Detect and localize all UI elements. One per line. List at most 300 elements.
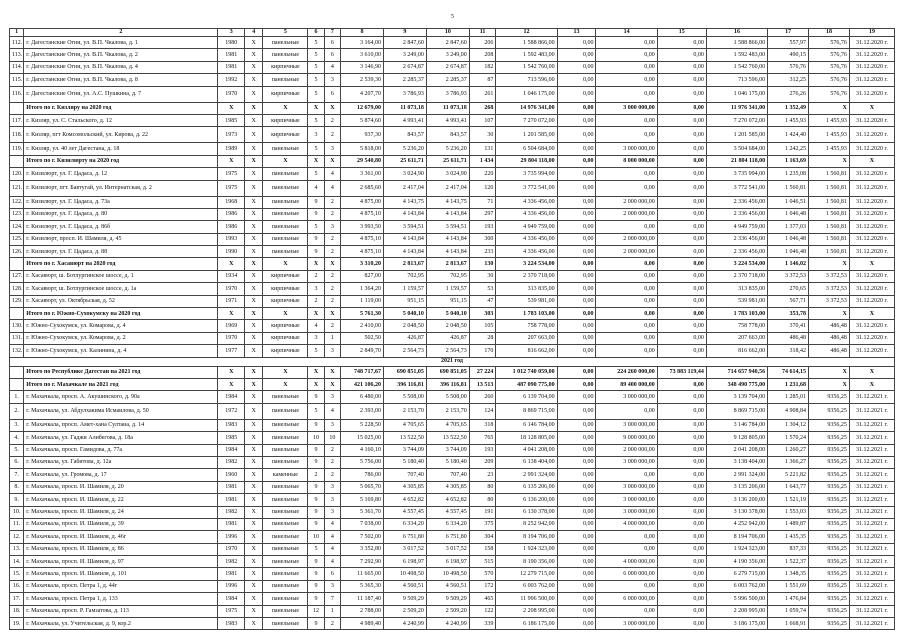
table-cell: 1 643,77 xyxy=(768,481,809,493)
table-cell: X xyxy=(245,593,263,605)
table-cell: 0,00 xyxy=(657,168,706,180)
table-cell: 5 xyxy=(308,221,324,233)
table-cell: 2 849,70 xyxy=(341,345,384,357)
table-cell: 6 135 206,00 xyxy=(496,481,557,493)
table-cell: 2 153,70 xyxy=(383,403,426,419)
table-cell: 2 410,00 xyxy=(341,320,384,332)
table-cell: 0,00 xyxy=(557,258,596,270)
table-cell: 3 594,51 xyxy=(383,221,426,233)
table-cell: 5 818,00 xyxy=(341,143,384,155)
table-cell: 80 xyxy=(469,494,496,506)
table-cell: 1984 xyxy=(218,593,245,605)
table-cell: кирпичные xyxy=(263,345,308,357)
table-cell: 0,00 xyxy=(657,196,706,208)
table-cell: 576,76 xyxy=(768,61,809,73)
table-cell: 207 663,00 xyxy=(496,332,557,344)
header-cell: 13 xyxy=(557,29,596,37)
table-cell: 2 xyxy=(308,270,324,282)
table-cell: 12 279 715,00 xyxy=(496,568,557,580)
table-cell: каменные xyxy=(263,469,308,481)
table-cell: 313 835,00 xyxy=(706,283,767,295)
header-cell: 19 xyxy=(849,29,894,37)
table-cell: 31.12.2020 г. xyxy=(849,37,894,49)
table-cell: X xyxy=(245,506,263,518)
table-cell: X xyxy=(245,568,263,580)
table-cell: 0,00 xyxy=(657,518,706,530)
table-cell: 4 xyxy=(324,518,340,530)
address-cell: г. Махачкала, просп. А. Акушинского, д. 90а xyxy=(24,391,218,403)
table-cell: 557,97 xyxy=(768,37,809,49)
table-cell: кирпичные xyxy=(263,86,308,102)
table-cell: 4 705,65 xyxy=(426,419,469,431)
table-cell: 31.12.2020 г. xyxy=(849,61,894,73)
table-row xyxy=(10,283,895,295)
table-cell: 30 xyxy=(469,127,496,143)
table-cell: панельные xyxy=(263,391,308,403)
table-cell: 4 240,99 xyxy=(383,618,426,630)
table-cell: 4 xyxy=(324,556,340,568)
table-cell: 9 xyxy=(308,208,324,220)
table-cell: X xyxy=(809,102,850,114)
table-cell: 1982 xyxy=(218,456,245,468)
table-cell: 0,00 xyxy=(657,378,706,390)
table-cell: 5 xyxy=(308,114,324,126)
table-cell: 3 xyxy=(308,127,324,143)
table-cell: панельные xyxy=(263,419,308,431)
table-cell: 4 143,84 xyxy=(426,233,469,245)
table-cell: 5 761,30 xyxy=(341,308,384,320)
table-cell: 0,00 xyxy=(596,168,657,180)
table-cell: 1 159,57 xyxy=(383,283,426,295)
table-cell: X xyxy=(218,102,245,114)
table-cell: X xyxy=(263,258,308,270)
table-cell: панельные xyxy=(263,618,308,630)
table-cell: 31.12.2020 г. xyxy=(849,233,894,245)
address-cell: г. Махачкала, просп. И. Шамиля, д. 22 xyxy=(24,494,218,506)
table-cell: 0,00 xyxy=(557,506,596,518)
table-cell: панельные xyxy=(263,246,308,258)
table-cell: X xyxy=(263,366,308,378)
table-cell: панельные xyxy=(263,593,308,605)
table-cell: 0,00 xyxy=(596,295,657,307)
table-cell: 3 xyxy=(308,332,324,344)
table-row xyxy=(10,469,895,481)
table-cell: X xyxy=(245,580,263,592)
table-cell: 207 663,00 xyxy=(706,332,767,344)
table-cell: 0,00 xyxy=(657,556,706,568)
table-cell: 2 370 718,00 xyxy=(706,270,767,282)
table-cell: 3 xyxy=(324,481,340,493)
table-cell: 1 592 483,00 xyxy=(496,49,557,61)
table-cell: 0,00 xyxy=(557,518,596,530)
table-cell: 3 772 541,00 xyxy=(706,180,767,196)
table-cell: 2 xyxy=(324,444,340,456)
table-cell: 0,00 xyxy=(657,543,706,555)
table-cell: 0,00 xyxy=(557,283,596,295)
table-cell: 1 455,93 xyxy=(768,114,809,126)
table-cell: панельные xyxy=(263,494,308,506)
table-cell: 12 679,00 xyxy=(341,102,384,114)
table-cell: 9356,25 xyxy=(809,469,850,481)
subtotal-row xyxy=(10,102,895,114)
table-cell: 4 143,84 xyxy=(426,246,469,258)
table-cell: 31.12.2021 г. xyxy=(849,531,894,543)
table-cell: 1 377,03 xyxy=(768,221,809,233)
table-cell: X xyxy=(245,419,263,431)
table-cell: 31.12.2021 г. xyxy=(849,543,894,555)
table-cell: 9356,25 xyxy=(809,456,850,468)
table-cell: 29 804 118,00 xyxy=(496,155,557,167)
table-cell: 0,00 xyxy=(557,127,596,143)
table-cell: 1 163,69 xyxy=(768,155,809,167)
table-cell: 1981 xyxy=(218,568,245,580)
table-cell: 10 xyxy=(308,531,324,543)
address-cell: г. Южно-Сухокумск, ул. Калинина, д. 4 xyxy=(24,345,218,357)
table-cell: 339 xyxy=(469,618,496,630)
table-cell: X xyxy=(245,432,263,444)
table-cell: 12 xyxy=(308,605,324,617)
table-cell: 0,00 xyxy=(557,456,596,468)
table-row xyxy=(10,618,895,630)
table-cell: 5 xyxy=(308,74,324,86)
table-cell: 1 560,81 xyxy=(809,208,850,220)
table-cell: 6 198,97 xyxy=(383,556,426,568)
address-cell: Итого по г. Хасавюрт на 2020 год xyxy=(24,258,218,270)
table-cell: X xyxy=(324,378,340,390)
table-cell: 6 146 784,00 xyxy=(496,419,557,431)
table-cell: 707,40 xyxy=(383,469,426,481)
table-cell: X xyxy=(308,155,324,167)
table-cell: 5 xyxy=(308,403,324,419)
table-cell: X xyxy=(245,320,263,332)
table-cell: 123. xyxy=(10,208,24,220)
table-cell: 843,57 xyxy=(383,127,426,143)
table-cell: панельные xyxy=(263,518,308,530)
table-cell: панельные xyxy=(263,403,308,419)
table-cell: 0,00 xyxy=(657,568,706,580)
table-cell: 1 434 xyxy=(469,155,496,167)
table-cell: 9356,25 xyxy=(809,403,850,419)
table-cell: 502,50 xyxy=(341,332,384,344)
table-cell: 9 509,29 xyxy=(426,593,469,605)
table-cell: 714 657 940,56 xyxy=(706,366,767,378)
table-cell: 4 xyxy=(324,180,340,196)
year-label: 2021 год xyxy=(10,357,895,366)
table-cell: X xyxy=(308,366,324,378)
table-cell: 8 194 706,00 xyxy=(496,531,557,543)
table-cell: 3 024,90 xyxy=(383,168,426,180)
table-cell: 2 xyxy=(324,456,340,468)
table-cell: 486,48 xyxy=(809,320,850,332)
table-cell: 816 662,00 xyxy=(496,345,557,357)
table-cell: 1 348,35 xyxy=(768,568,809,580)
table-cell: 6 480,00 xyxy=(341,391,384,403)
table-row xyxy=(10,506,895,518)
address-cell: г. Махачкала, просп. Петра 1, д. 133 xyxy=(24,593,218,605)
table-cell: 1 521,19 xyxy=(768,494,809,506)
table-cell: 120 xyxy=(469,180,496,196)
table-cell: 11 976 341,00 xyxy=(706,102,767,114)
table-cell: 515 xyxy=(469,556,496,568)
table-cell: 396 116,81 xyxy=(383,378,426,390)
table-cell: X xyxy=(849,258,894,270)
table-cell: 6 003 762,00 xyxy=(706,580,767,592)
table-cell: 31.12.2021 г. xyxy=(849,618,894,630)
table-cell: 2. xyxy=(10,403,24,419)
table-cell: 3 224 534,00 xyxy=(706,258,767,270)
table-cell: 2 813,67 xyxy=(426,258,469,270)
table-cell: 5 169,80 xyxy=(341,494,384,506)
table-cell: 5 xyxy=(308,543,324,555)
table-cell: 1970 xyxy=(218,86,245,102)
table-cell: 5 236,20 xyxy=(383,143,426,155)
table-cell: 31.12.2021 г. xyxy=(849,580,894,592)
table-cell: 14 976 341,00 xyxy=(496,102,557,114)
table-cell: 121. xyxy=(10,180,24,196)
address-cell: г. Дагестанские Огни, ул. А.С. Пушкина, д. 7 xyxy=(24,86,218,102)
table-cell: 122 xyxy=(469,605,496,617)
table-cell: 31.12.2021 г. xyxy=(849,391,894,403)
table-cell: X xyxy=(245,494,263,506)
table-cell: 5 180,40 xyxy=(383,456,426,468)
table-cell: X xyxy=(245,233,263,245)
table-cell: 396 116,81 xyxy=(426,378,469,390)
table-cell: 6 334,20 xyxy=(426,518,469,530)
table-row xyxy=(10,531,895,543)
table-cell: 3 186 175,00 xyxy=(706,618,767,630)
table-cell: 4 560,51 xyxy=(383,580,426,592)
table-cell xyxy=(10,366,24,378)
table-cell: 2 336 456,00 xyxy=(706,196,767,208)
table-cell: 9356,25 xyxy=(809,543,850,555)
table-cell: 9 xyxy=(308,494,324,506)
table-cell: 6 xyxy=(324,37,340,49)
table-cell: 0,00 xyxy=(596,49,657,61)
table-row xyxy=(10,127,895,143)
table-cell xyxy=(10,102,24,114)
table-cell: 3 249,00 xyxy=(426,49,469,61)
table-cell: панельные xyxy=(263,568,308,580)
table-cell: X xyxy=(245,196,263,208)
table-cell: 113. xyxy=(10,49,24,61)
table-cell: 3 130 378,00 xyxy=(706,506,767,518)
table-cell: 4 143,75 xyxy=(426,196,469,208)
table-cell: 3 772 541,00 xyxy=(496,180,557,196)
table-cell: 3 xyxy=(324,506,340,518)
table-cell: 3 146,90 xyxy=(341,61,384,73)
table-cell: 0,00 xyxy=(557,114,596,126)
table-cell: 0,00 xyxy=(596,127,657,143)
table-cell: панельные xyxy=(263,180,308,196)
table-cell: 7 270 072,00 xyxy=(496,114,557,126)
table-cell: X xyxy=(218,258,245,270)
table-cell: 89 400 000,00 xyxy=(596,378,657,390)
table-cell: 421 106,20 xyxy=(341,378,384,390)
table-cell: 2 xyxy=(324,233,340,245)
table-cell: 4 xyxy=(308,180,324,196)
table-cell: 9356,25 xyxy=(809,556,850,568)
table-cell: 0,00 xyxy=(557,568,596,580)
table-cell: 0,00 xyxy=(557,143,596,155)
table-cell: 2 564,73 xyxy=(426,345,469,357)
table-cell: 0,00 xyxy=(557,618,596,630)
table-cell: X xyxy=(245,114,263,126)
table-cell: 30 xyxy=(469,270,496,282)
header-cell: 8 xyxy=(341,29,384,37)
table-cell: 1981 xyxy=(218,494,245,506)
table-cell: 31.12.2021 г. xyxy=(849,506,894,518)
table-cell: 31.12.2020 г. xyxy=(849,283,894,295)
table-cell: 2 000 000,00 xyxy=(596,196,657,208)
table-cell: 1 201 585,00 xyxy=(496,127,557,143)
table-cell: 47 xyxy=(469,295,496,307)
table-cell: 3 146 784,00 xyxy=(706,419,767,431)
table-cell: 224 260 000,00 xyxy=(596,366,657,378)
table-cell: X xyxy=(245,378,263,390)
address-cell: г. Кизилюрт, просп. И. Шамиля, д. 45 xyxy=(24,233,218,245)
table-cell: 3 xyxy=(324,221,340,233)
address-cell: Итого по г. Махачкале на 2021 год xyxy=(24,378,218,390)
table-cell: 11 665,00 xyxy=(341,568,384,580)
table-cell: 3 594,51 xyxy=(426,221,469,233)
table-cell: 4 949 759,00 xyxy=(496,221,557,233)
table-cell: панельные xyxy=(263,556,308,568)
table-cell: 3 744,09 xyxy=(383,444,426,456)
address-cell: г. Кизилюрт, ул. Г. Цадаса, д. 80 xyxy=(24,208,218,220)
table-cell: 1 551,69 xyxy=(768,580,809,592)
table-cell: панельные xyxy=(263,432,308,444)
table-cell: кирпичные xyxy=(263,283,308,295)
address-cell: г. Кизилюрт, ул. Г. Цадаса, д. 73а xyxy=(24,196,218,208)
table-cell: X xyxy=(245,345,263,357)
table-cell: 73 883 119,44 xyxy=(657,366,706,378)
table-cell: 0,00 xyxy=(657,37,706,49)
table-cell: 4 652,82 xyxy=(383,494,426,506)
table-cell: 5. xyxy=(10,444,24,456)
table-cell: 2 xyxy=(308,295,324,307)
table-cell: 3 000 000,00 xyxy=(596,143,657,155)
table-cell: 9 xyxy=(308,196,324,208)
table-cell: панельные xyxy=(263,74,308,86)
table-cell: 3 372,53 xyxy=(809,283,850,295)
table-cell: 1981 xyxy=(218,61,245,73)
table-cell: 0,00 xyxy=(657,102,706,114)
table-cell: панельные xyxy=(263,37,308,49)
table-cell: 8 194 706,00 xyxy=(706,531,767,543)
table-cell: 1 592 483,00 xyxy=(706,49,767,61)
table-cell: 1 455,93 xyxy=(809,114,850,126)
table-cell: 4 143,84 xyxy=(426,208,469,220)
table-cell: X xyxy=(849,378,894,390)
table-cell: 1983 xyxy=(218,419,245,431)
table-cell: 5 xyxy=(308,86,324,102)
table-cell: 6 000 000,00 xyxy=(596,593,657,605)
table-cell: панельные xyxy=(263,481,308,493)
table-cell: 9356,25 xyxy=(809,618,850,630)
table-cell: 191 xyxy=(469,506,496,518)
table-cell: 2 xyxy=(324,127,340,143)
table-row xyxy=(10,74,895,86)
table-cell: 3 744,09 xyxy=(426,444,469,456)
table-cell: 4 993,41 xyxy=(383,114,426,126)
table-cell: X xyxy=(245,221,263,233)
address-cell: г. Кизляр, ул. С. Стальского, д. 12 xyxy=(24,114,218,126)
table-cell: 8 869 715,00 xyxy=(706,403,767,419)
table-cell: 4 949 759,00 xyxy=(706,221,767,233)
table-cell: 0,00 xyxy=(657,233,706,245)
table-cell: 31.12.2021 г. xyxy=(849,494,894,506)
table-cell: 3 xyxy=(324,143,340,155)
table-cell: 3 000 000,00 xyxy=(596,506,657,518)
table-cell xyxy=(10,308,24,320)
table-cell: 31.12.2020 г. xyxy=(849,143,894,155)
table-cell: 0,00 xyxy=(657,618,706,630)
table-cell: 2 xyxy=(324,320,340,332)
table-cell: 11. xyxy=(10,518,24,530)
table-cell: X xyxy=(308,102,324,114)
header-cell: 15 xyxy=(657,29,706,37)
table-row xyxy=(10,481,895,493)
table-cell: 5 236,20 xyxy=(426,143,469,155)
table-cell: 6 279 715,00 xyxy=(706,568,767,580)
table-cell: 5 xyxy=(308,61,324,73)
table-cell: 2 674,87 xyxy=(383,61,426,73)
table-row xyxy=(10,456,895,468)
table-cell: 4 160,10 xyxy=(341,444,384,456)
table-cell: 4 xyxy=(324,61,340,73)
table-cell: 7. xyxy=(10,469,24,481)
address-cell: Итого по г. Кизилюрту на 2020 год xyxy=(24,155,218,167)
table-cell: 318 xyxy=(469,419,496,431)
table-cell: 1983 xyxy=(218,618,245,630)
table-cell: 1 304,12 xyxy=(768,419,809,431)
table-cell: 0,00 xyxy=(596,114,657,126)
table-cell: 2 xyxy=(324,283,340,295)
table-cell: кирпичные xyxy=(263,61,308,73)
table-cell: 23 xyxy=(469,469,496,481)
table-cell: 0,00 xyxy=(657,258,706,270)
table-cell: 87 xyxy=(469,74,496,86)
table-cell: 3 224 534,00 xyxy=(496,258,557,270)
address-cell: г. Дагестанские Огни, ул. В.П. Чкалова, д. 2 xyxy=(24,49,218,61)
table-cell: 0,00 xyxy=(657,221,706,233)
table-cell: 576,76 xyxy=(809,49,850,61)
table-cell: 4 336 456,00 xyxy=(496,246,557,258)
table-cell: 28 xyxy=(469,332,496,344)
table-cell: 170 xyxy=(469,345,496,357)
table-cell: 353,78 xyxy=(768,308,809,320)
table-cell: 172 xyxy=(469,580,496,592)
table-cell: 2 685,60 xyxy=(341,180,384,196)
address-cell: г. Кизилюрт, ул. Г. Цадаса, д. 12 xyxy=(24,168,218,180)
table-cell: 4. xyxy=(10,432,24,444)
table-cell: 6 504 684,00 xyxy=(496,143,557,155)
table-cell: 2 xyxy=(324,469,340,481)
table-cell: 1986 xyxy=(218,221,245,233)
table-cell: 31.12.2021 г. xyxy=(849,444,894,456)
table-cell: 1 366,27 xyxy=(768,456,809,468)
table-row xyxy=(10,208,895,220)
table-cell: 31.12.2020 г. xyxy=(849,196,894,208)
table-cell: 4 560,51 xyxy=(426,580,469,592)
table-cell: 12. xyxy=(10,531,24,543)
table-cell: 3 017,52 xyxy=(383,543,426,555)
table-cell: 1975 xyxy=(218,168,245,180)
table-cell: 4 xyxy=(324,543,340,555)
table-cell: 2 xyxy=(324,618,340,630)
header-cell: 18 xyxy=(809,29,850,37)
table-cell: X xyxy=(245,531,263,543)
